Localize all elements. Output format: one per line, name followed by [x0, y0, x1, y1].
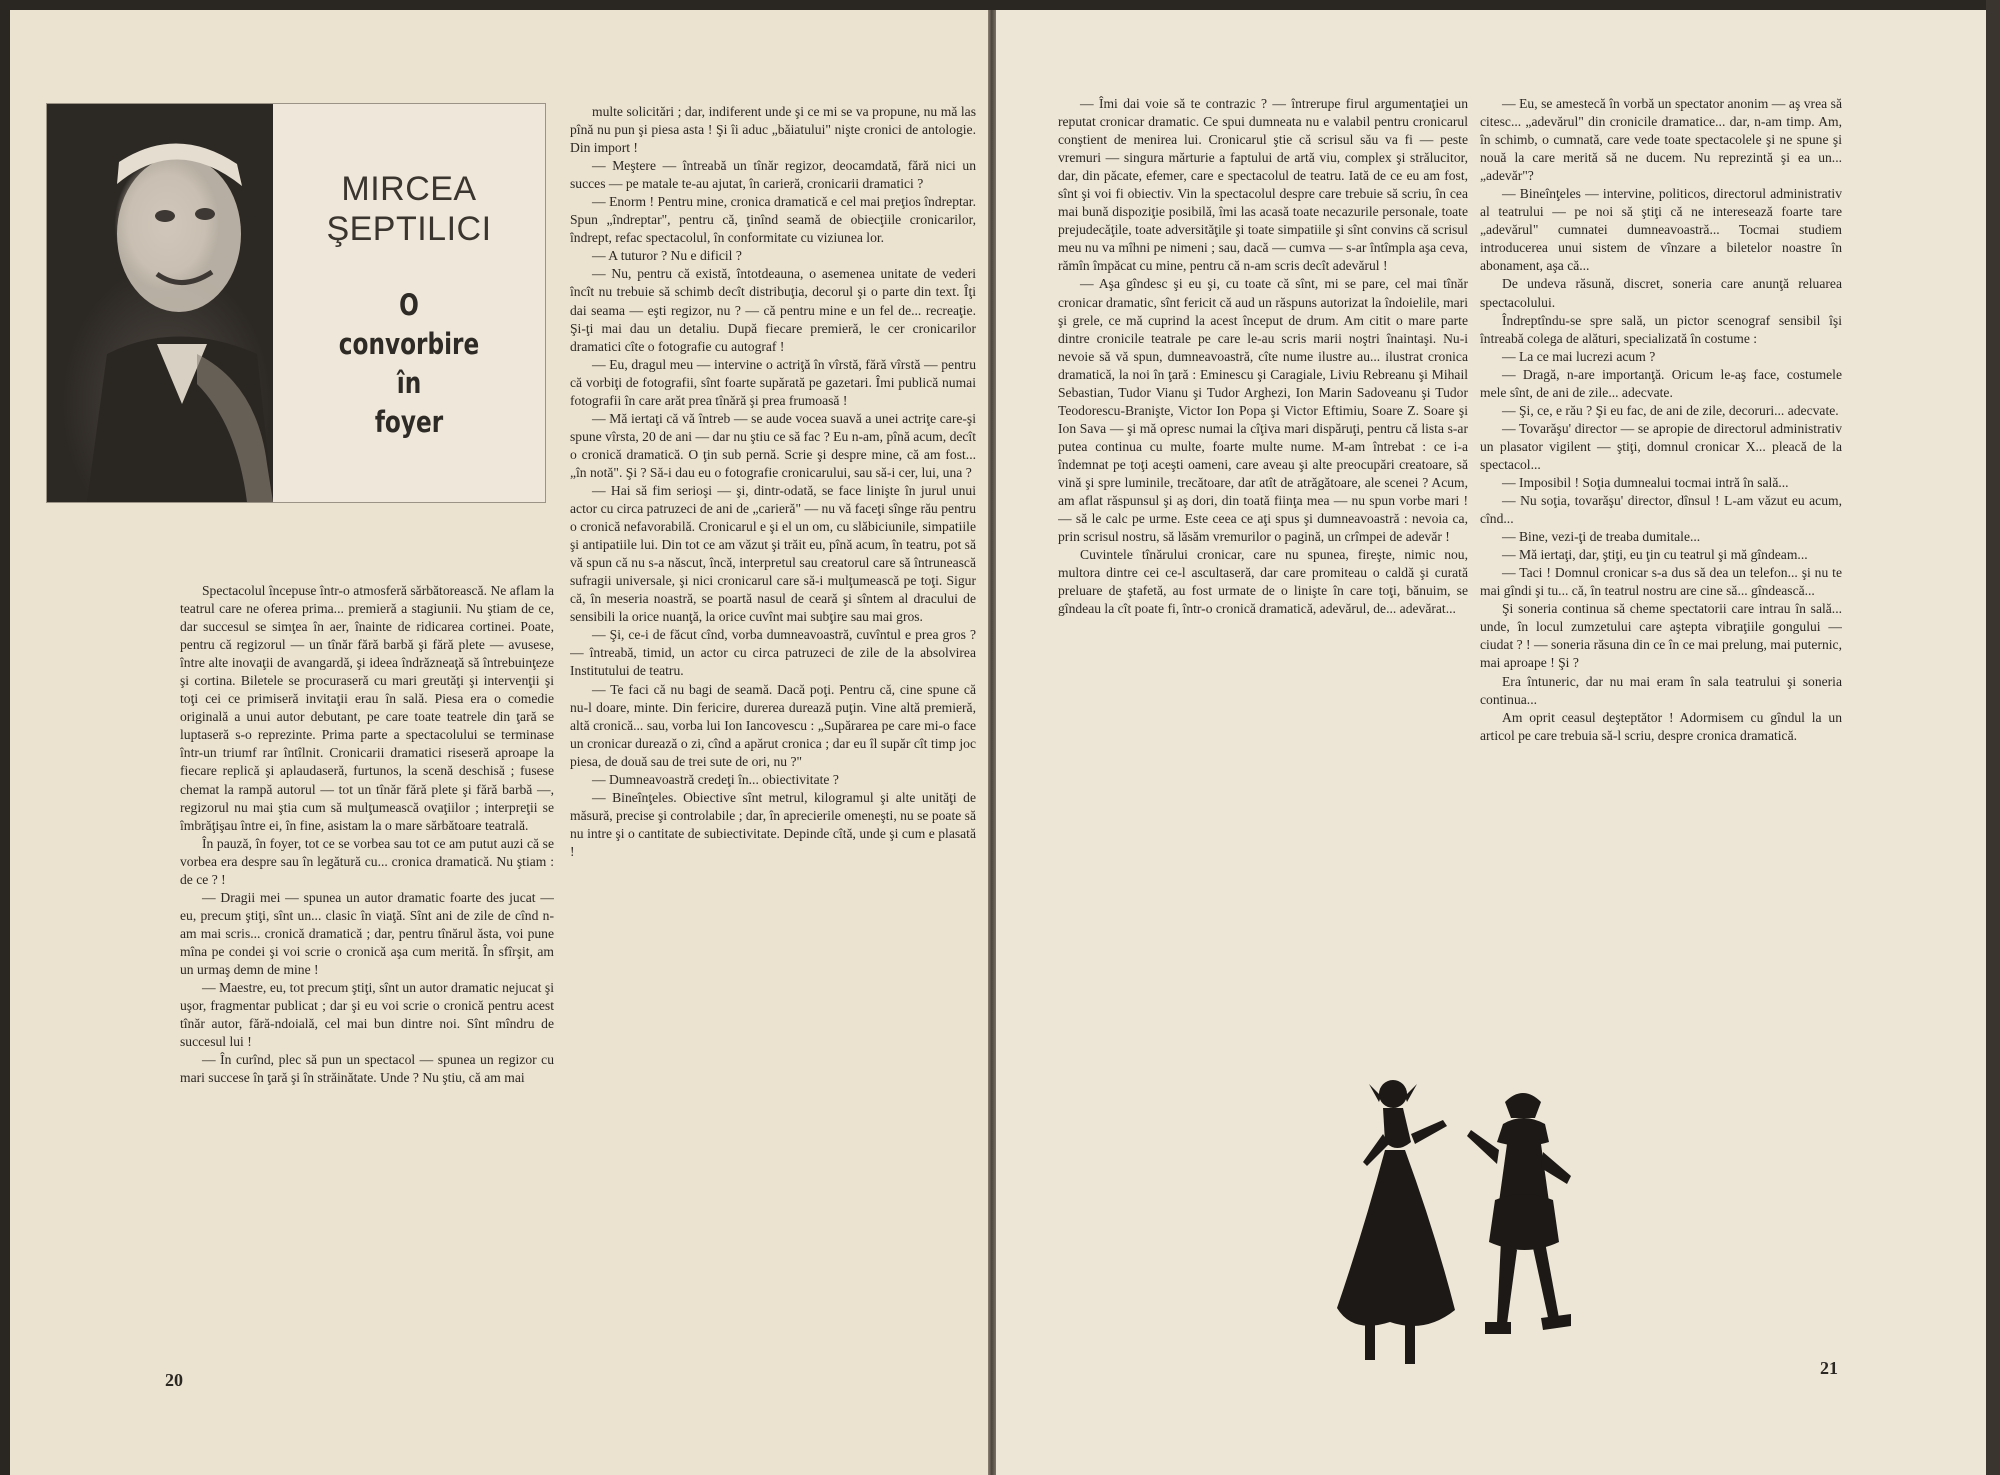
paragraph: Cuvintele tînărului cronicar, care nu spunea, fireşte, nimic nou, multora dintre cei ce-l ascultaseră, dar care promiteau o caldă şi curată preluare de ştafetă, au fost urmate de o linişte în care toţi, bănuim, se gîndeau la cît poate fi, într-o cronică dramatică, adevărul, de... adevărat...	[1058, 547, 1468, 617]
paragraph: — Mă iertaţi, dar, ştiţi, eu ţin cu teatrul şi mă gîndeam...	[1502, 547, 1808, 563]
paragraph: — Taci ! Domnul cronicar s-a dus să dea un telefon... şi nu te mai gîndi şi tu... că, în teatrul nostru are cine să... gîndească...	[1480, 565, 1842, 599]
paragraph: — Bine, vezi-ţi de treaba dumitale...	[1502, 529, 1701, 545]
article-header	[46, 103, 546, 503]
paragraph: — Îmi dai voie să te contrazic ? — întrerupe firul argumentaţiei un reputat cronicar dramatic. Ce spui dumneata nu e valabil pentru cronicarul conştient de menirea lui. Cronicarul ştie că scrisul său va fi — peste vremuri — singura mărturie a faptului de artă viu, complex şi strălucitor, dar, din păcate, efemer, care e spectacolul de teatru. Iată de ce eu am fost, sînt şi voi fi obiectiv. Vin la spectacolul despre care trebuie să scriu, în cea mai bună dispoziţie posibilă, îmi las acasă toate necazurile personale, toate prejudecăţile, toate adversităţile şi toate simpatiile şi sînt convins că scrisul meu nu va mîhni pe nimeni ; sau, dacă — cumva — s-ar întîmpla aşa ceva, rămîn împăcat cu mine, pentru că n-am scris decît adevărul !	[1058, 96, 1468, 274]
paragraph: multe solicitări ; dar, indiferent unde şi ce mi se va propune, nu mă las pînă nu pun şi piesa asta ! Şi îi aduc „băiatului" nişte cronici de antologie. Din import !	[570, 104, 976, 156]
paragraph: — Dragii mei — spunea un autor dramatic foarte des jucat — eu, precum ştiţi, sînt un... clasic în viaţă. Sînt ani de zile de cînd n-am mai scris... cronică dramatică ; dar, pentru tînărul ăsta, voi pune mîna pe condei şi voi scrie o cronică aşa cum merită. În sfîrşit, am un urmaş demn de mine !	[180, 889, 554, 977]
paragraph: Îndreptîndu-se spre sală, un pictor scenograf sensibil îşi întreabă colega de alături, specializată în costume :	[1480, 312, 1842, 346]
paragraph: — Hai să fim serioşi — şi, dintr-odată, se face linişte în jurul unui actor cu circa patruzeci de ani de „carieră" — nu vă faceţi sînge rău pentru o cronică nefavorabilă. Cronicarul e şi el un om, cu slăbiciunile, simpatiile şi antipatiile lui. Din tot ce am văzut şi trăit eu, pînă acum, în teatru, pot să vă spun că nu s-a născut, încă, interpretul sau creatorul care să întrunească sufragii universale, şi nici cronicarul care să-i mulţumească pe toţi. Sigur că, în meseria noastră, se poartă nasul de ceară şi sîntem al dracului de sensibili la orice nuanţă, la orice cuvînt mai subţire sau mai gros.	[570, 482, 976, 625]
paragraph: Spectacolul începuse într-o atmosferă sărbătorească. Ne aflam la teatrul care ne oferea prima... premieră a stagiunii. Nu ştiam de ce, dar succesul se simţea în aer, înainte de ridicarea cortinei. Poate, pentru că regizorul — un tînăr fără barbă şi fără plete — avusese, între alte inovaţii de avangardă, şi ideea îndrăzneaţă să întrebuinţeze şi cortina. Biletele se procuraseră cu mari greutăţi şi intervenţii şi toţi cei ce primiseră invitaţii erau în sală. Piesa era o comedie originală a unui autor debutant, pe care toate teatrele din ţară se luptaseră s-o reprezinte. Prima parte a spectacolului se terminase într-un triumf rar întîlnit. Cronicarii dramatici riseseră aproape la fiecare replică şi aplaudaseră, furtunos, la scenă deschisă ; fusese chemat la rampă autorul — tot un tînăr fără plete şi fără barbă —, regizorul nu mai ştia cum să mulţumească ovaţiilor ; interpreţii se îmbrăţişau între ei, în fine, asistam la o mare sărbătoare teatrală.	[180, 583, 554, 833]
paragraph: — Te faci că nu bagi de seamă. Dacă poţi. Pentru că, cine spune că nu-l doare, minte. Din fericire, durerea durează puţin. Vine altă premieră, altă cronică... sau, vorba lui Ion Iancovescu : „Supărarea pe care mi-o face un cronicar durează o zi, cînd a apărut cronica ; dar eu îl supăr cît timp joc piesa, de două sau de trei sute de ori, nu ?"	[570, 681, 976, 769]
paragraph: — Eu, dragul meu — intervine o actriţă în vîrstă, fără vîrstă — pentru că vorbiţi de fotografii, sînt foarte supărată pe gazetari. Îmi publică numai fotografii în care arăt prea tînără şi prea frumoasă !	[570, 356, 976, 408]
paragraph: — Nu, pentru că există, întotdeauna, o asemenea unitate de vederi încît nu trebuie să schimb decît distribuţia, decorul şi o parte din text. Îţi dai seama — eşti regizor, nu ? — că pentru mine e un fel de... recreaţie. Şi-ţi mai dau un detaliu. După fiecare premieră, le cer cronicarilor dramatici cîte o fotografie cu autograf !	[570, 266, 976, 354]
paragraph: — Şi, ce-i de făcut cînd, vorba dumneavoastră, cuvîntul e prea gros ? — întreabă, timid, un actor cu circa patruzeci de zile de la absolvirea Institutului de teatru.	[570, 627, 976, 679]
left-page	[10, 10, 988, 1475]
paragraph: — În curînd, plec să pun un spectacol — spunea un regizor cu mari succese în ţară şi în străinătate. Unde ? Nu ştiu, că am mai	[180, 1052, 554, 1086]
paragraph: — Bineînţeles. Obiective sînt metrul, kilogramul şi alte unităţi de măsură, precise şi controlabile ; dar, în aprecierile omeneşti, nu se poate să nu intre şi o cantitate de subiectivitate. Depinde cîtă, unde şi cum e plasată !	[570, 789, 976, 859]
paragraph: Am oprit ceasul deşteptător ! Adormisem cu gîndul la un articol pe care trebuia să-l scriu, despre cronica dramatică.	[1480, 709, 1842, 743]
right-page-column-2	[1480, 95, 1842, 1175]
background-edge	[1986, 0, 2000, 1475]
paragraph: — Nu soţia, tovarăşu' director, dînsul ! L-am văzut eu acum, cînd...	[1480, 493, 1842, 527]
paragraph: De undeva răsună, discret, soneria care anunţă reluarea spectacolului.	[1480, 276, 1842, 310]
paragraph: — Şi, ce, e rău ? Şi eu fac, de ani de zile, decoruri... adecvate.	[1502, 402, 1839, 418]
paragraph: — Imposibil ! Soţia dumnealui tocmai intră în sală...	[1502, 474, 1789, 490]
paragraph: — Maestre, eu, tot precum ştiţi, sînt un autor dramatic nejucat şi uşor, fragmentar publicat ; dar şi eu voi scrie o cronică pentru acest tînăr autor, fără-ndoială, cel mai bun dintre noi. Sînt mîndru de succesul lui !	[180, 980, 554, 1050]
paragraph: Era întuneric, dar nu mai eram în sala teatrului şi soneria continua...	[1480, 673, 1842, 707]
author-photo	[47, 104, 273, 502]
author-name: MIRCEA ŞEPTILICI	[326, 170, 492, 248]
paragraph: — Dumneavoastră credeţi în... obiectivitate ?	[592, 771, 839, 787]
paragraph: În pauză, în foyer, tot ce se vorbea sau tot ce am putut auzi că se vorbea era despre sau în legătură cu... cronica dramatică. Nu ştiam : de ce ? !	[180, 835, 554, 887]
paragraph: — Aşa gîndesc şi eu şi, cu toate că sînt, mi se pare, cel mai tînăr cronicar dramatic, sînt fericit că aud un răspuns autorizat la îndoielile, mari şi grele, ce mă cuprind la acest început de drum. Am citit o mare parte dintre cronicile teatrale pe care le-au scris marii noştri înaintaşi. Nu-i nevoie să vă spun, dumneavoastră, cîte nume ilustre au... ilustrat cronica dramatică, la noi în ţară : Eminescu şi Caragiale, Liviu Rebreanu şi Mihail Sebastian, Tudor Vianu şi Tudor Arghezi, Ion Marin Sadoveanu şi Tudor Teodorescu-Branişte, Victor Ion Popa şi Victor Eftimiu, Soare Z. Soare şi Ion Sava — şi mă opresc numai la cîţiva mari dispăruţi, pentru că lista s-ar putea continua cu multe, foarte multe nume. M-am întrebat : ce i-a îndemnat pe toţi aceşti oameni, care aveau şi alte preocupări creatoare, să vină şi spre luminile, trecătoare, dar atît de atrăgătoare, ale scenei ? Acum, am aflat răspunsul şi aş dori, din toată fiinţa mea — nu spun vorbe mari ! — să le calc pe urme. Este ceea ce aţi spus şi dumneavoastră : nevoia ca, prin scrisul nostru, să lăsăm vremurilor o pagină, un crîmpei de adevăr !	[1058, 276, 1468, 545]
paragraph: — Bineînţeles — intervine, politicos, directorul administrativ al teatrului — pe noi să ştiţi că ne interesează foarte tare „adevărul" cumnatei dumneavoastră... Tocmai studiem introducerea unui sistem de vînzare a biletelor noastre în abonament, aşa că...	[1480, 186, 1842, 274]
page-number: 20	[165, 1370, 183, 1390]
paragraph: — Mă iertaţi că vă întreb — se aude vocea suavă a unei actriţe care-şi spune vîrsta, 20 de ani — dar nu ştiu ce să fac ? Eu n-am, pînă acum, decît o cronică dramatică. O ţin sub pernă. Scrie şi despre mine, că am fost... „în notă". Şi ? Să-i dau eu o fotografie cronicarului, sau să-i cer, lui, una ?	[570, 410, 976, 480]
dancing-couple-illustration	[1335, 1072, 1595, 1367]
paragraph: — Tovarăşu' director — se apropie de directorul administrativ un plasator vigilent — ştiţi, domnul cronicar X... pleacă de la spectacol...	[1480, 420, 1842, 472]
page-number: 21	[1820, 1358, 1838, 1378]
left-page-column-1	[180, 582, 554, 1347]
paragraph: — La ce mai lucrezi acum ?	[1502, 348, 1656, 364]
book-gutter	[988, 10, 996, 1475]
paragraph: — Dragă, n-are importanţă. Oricum le-aş face, costumele mele sînt, de ani de zile... adecvate.	[1480, 366, 1842, 400]
article-title: O convorbire în foyer	[338, 288, 480, 439]
paragraph: Şi soneria continua să cheme spectatorii care intrau în sală... unde, în locul zumzetului care aştepta vibraţiile gongului — ciudat ? ! — soneria răsuna din ce în ce mai prelung, mai puternic, mai aproape ! Şi ?	[1480, 601, 1842, 671]
paragraph: — A tuturor ? Nu e dificil ?	[592, 248, 742, 264]
right-page-column-1	[1058, 95, 1468, 1025]
paragraph: — Enorm ! Pentru mine, cronica dramatică e cel mai preţios îndreptar. Spun „îndreptar", pentru că, ţinînd seamă de obiecţiile cronicarilor, îndrept, refac spectacolul, în conformitate cu viziunea lor.	[570, 194, 976, 246]
right-page	[996, 10, 1986, 1475]
paragraph: — Meştere — întreabă un tînăr regizor, deocamdată, fără nici un succes — pe matale te-au ajutat, în carieră, cronicarii dramatici ?	[570, 158, 976, 192]
left-page-column-2	[570, 103, 976, 1343]
paragraph: — Eu, se amestecă în vorbă un spectator anonim — aş vrea să citesc... „adevărul" din cronicile dramatice... dar, n-am timp. Am, în schimb, o cumnată, care vede toate spectacolele şi ne spune şi nouă la care merită să ne ducem. Nu reprezintă şi ea un... „adevăr"?	[1480, 96, 1842, 184]
